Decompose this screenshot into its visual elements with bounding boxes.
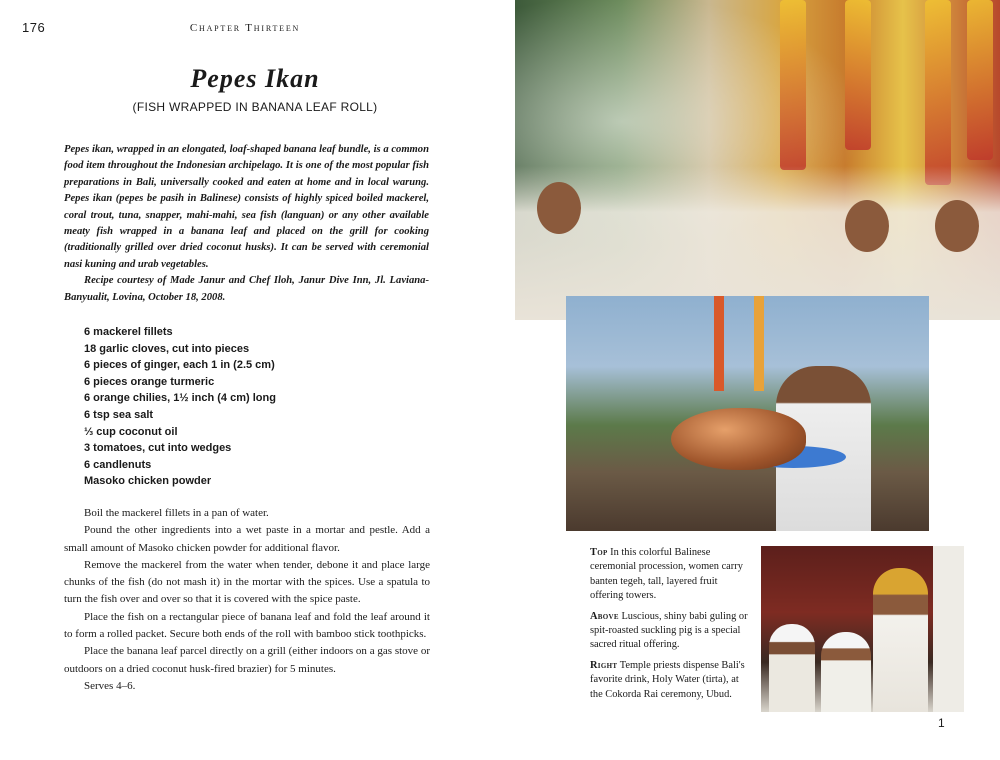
caption-label: Right: [590, 659, 618, 671]
priest-figure: [933, 546, 964, 712]
temple-priests-photo: [761, 546, 964, 712]
servings: Serves 4–6.: [84, 679, 136, 692]
priest-figure: [769, 624, 815, 712]
ceremonial-flag: [714, 296, 724, 391]
procession-photo: [515, 0, 1000, 320]
recipe-title: Pepes Ikan: [190, 64, 320, 93]
recipe-subtitle: (FISH WRAPPED IN BANANA LEAF ROLL): [132, 100, 378, 114]
recipe-credit: Recipe courtesy of Made Janur and Chef Iloh, Janur Dive Inn, Jl. Laviana-Banyualit, Lovina, October 18, 2008.: [64, 275, 429, 303]
method-step: Boil the mackerel fillets in a pan of water.: [84, 507, 269, 519]
caption-text: In this colorful Balinese ceremonial procession, women carry banten tegeh, tall, layered fruit offering towers.: [590, 547, 743, 602]
offering-tower: [967, 0, 993, 160]
priest-figure: [873, 568, 928, 712]
ingredient-item: 18 garlic cloves, cut into pieces: [84, 342, 250, 355]
offering-tower: [925, 0, 951, 185]
ingredient-item: 6 candlenuts: [84, 458, 152, 471]
caption-above: [590, 610, 750, 653]
recipe-intro: [64, 142, 429, 306]
intro-paragraph: Pepes ikan, wrapped in an elongated, loaf-shaped banana leaf bundle, is a common food item throughout the Indonesian archipelago. It is one of the most popular fish preparations in Bali, universally cooked and eaten at home and in local warung. Pepes ikan (pepes be pasih in Balinese) consists of highly spiced boiled mackerel, coral trout, tuna, snapper, mahi-mahi, sea fish (languan) or any other available meaty fish wrapped in a banana leaf and placed on the grill for cooking (traditionally grilled over dried coconut husks). It can be served with ceremonial nasi kuning and urab vegetables.: [64, 144, 429, 270]
ingredient-item: 6 tsp sea salt: [84, 408, 154, 421]
page-number-left: 176: [22, 20, 46, 35]
photo-captions: [590, 546, 750, 708]
caption-label: Top: [590, 547, 608, 558]
ingredient-item: 6 mackerel fillets: [84, 326, 173, 338]
method-step: Place the banana leaf parcel directly on a grill (either indoors on a gas stove or outdoors on a dried coconut husk-fired brazier) for 5 minutes.: [64, 645, 430, 675]
caption-label: Above: [590, 610, 619, 622]
priest-figure: [821, 632, 871, 712]
method-step: Remove the mackerel from the water when tender, debone it and place large chunks of the fish (do not mash it) in the mortar with the spices. Use a spatula to turn the fish over and over so that it is covered with the spice paste.: [64, 558, 430, 606]
caption-right: [590, 659, 750, 702]
page-number-right: 1: [938, 716, 945, 730]
man-figure: [537, 182, 581, 234]
ingredient-item: 6 pieces of ginger, each 1 in (2.5 cm): [84, 359, 275, 372]
ingredient-item: 6 orange chilies, 1½ inch (4 cm) long: [84, 392, 276, 405]
caption-text: Temple priests dispense Bali's favorite drink, Holy Water (tirta), at the Cokorda Rai ceremony, Ubud.: [590, 659, 745, 700]
method-step: Pound the other ingredients into a wet paste in a mortar and pestle. Add a small amount of Masoko chicken powder for additional flavor.: [64, 524, 430, 554]
offering-tower: [780, 0, 806, 170]
ingredient-item: ⅓ cup coconut oil: [84, 425, 178, 438]
roast-pig: [671, 408, 806, 470]
ingredient-item: 6 pieces orange turmeric: [84, 375, 215, 388]
ceremonial-flag: [754, 296, 764, 391]
ingredient-item: Masoko chicken powder: [84, 475, 212, 488]
method-steps: [64, 505, 430, 695]
chapter-heading: Chapter Thirteen: [189, 22, 301, 34]
method-step: Place the fish on a rectangular piece of banana leaf and fold the leaf around it to form a rolled packet. Secure both ends of the roll with bamboo stick toothpicks.: [64, 610, 430, 641]
offering-tower: [845, 0, 871, 150]
woman-figure: [845, 200, 889, 252]
suckling-pig-photo: [566, 296, 929, 531]
caption-text: Luscious, shiny babi guling or spit-roasted suckling pig is a special sacred ritual offering.: [590, 610, 748, 651]
ingredient-item: 3 tomatoes, cut into wedges: [84, 442, 232, 455]
ingredient-list: [84, 324, 276, 490]
caption-top: [590, 546, 750, 604]
woman-figure: [935, 200, 979, 252]
